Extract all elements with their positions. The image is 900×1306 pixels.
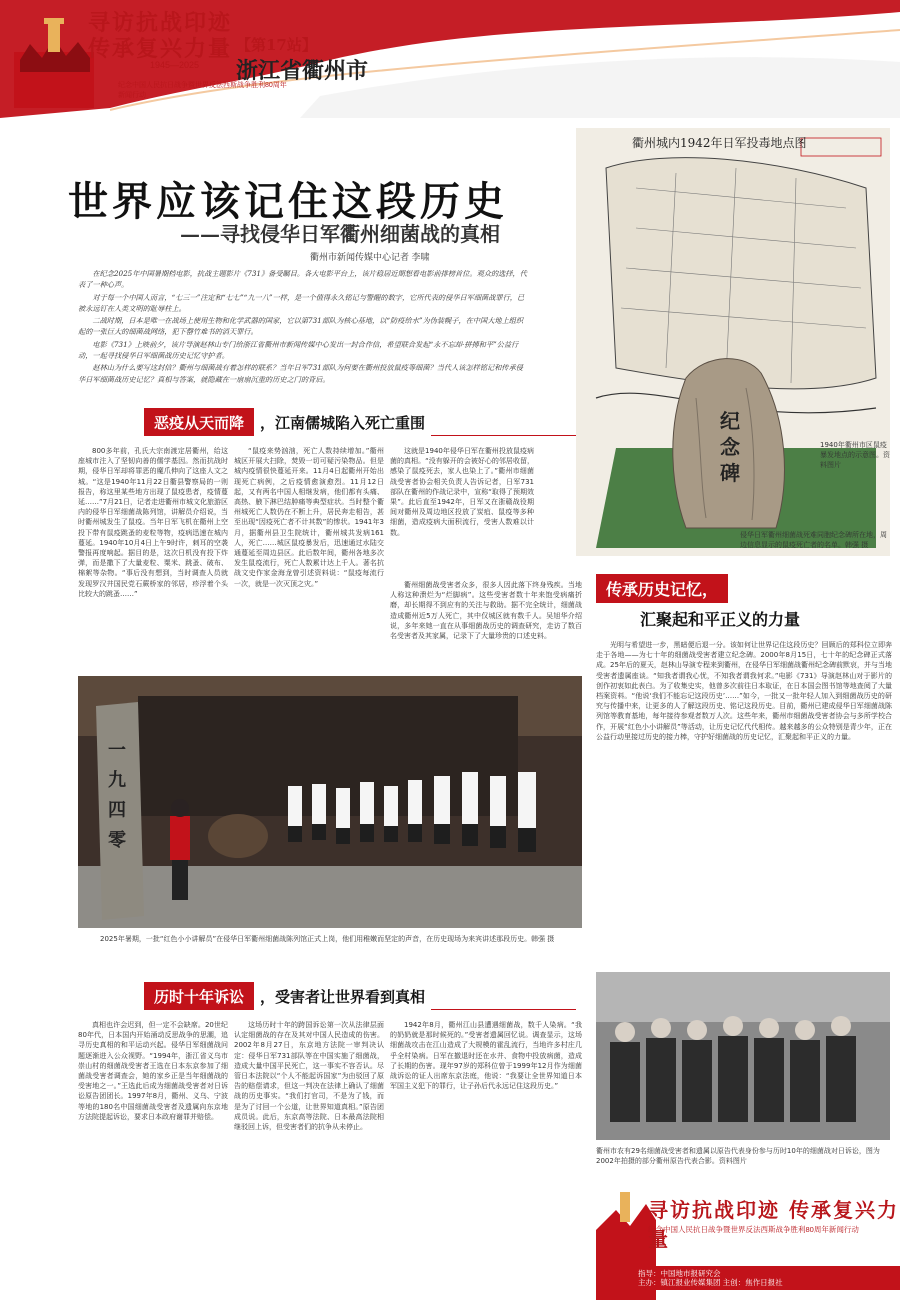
section-header-memory-1: 传承历史记忆， <box>596 574 728 603</box>
section-header-plague-rule <box>431 408 576 436</box>
column-1-text: 800多年前，孔氏大宗南渡定居衢州，给这座城市注入了坚韧向善的儒学基因。然而抗战时期，侵华日军却将罪恶的魔爪伸向了这座人文之城。“这是1940年11月22日衢县警察局的一则报告，称这里某些地方出现了鼠疫患者，疫情蔓延……”7月21日，记者走进衢州市城文化旅游区内的侵华日军细菌战陈列馆，讲解员介绍说，当时衢州城发生了鼠疫。当年日军飞机在衢州上空投下带有鼠疫跳蚤的麦粒等物，疫病迅速在城内蔓延。1940年10月4日上午9时许，刺耳的空袭警报再度响起。据目的是，这次日机没有投下炸弹，而是撒下了大量麦粒、粟米、跳蚤、破布、棉絮等杂物。“事后没有想到，当时调查人员就发现罗汉井国民党石蕨桥家的邻居，疹浮着个头比较大的跳蚤……” <box>78 447 228 598</box>
footer-subtitle: 纪念中国人民抗日战争暨世界反法西斯战争胜利80周年新闻行动 <box>648 1225 859 1234</box>
logo-subtitle: 纪念中国人民抗日战争暨世界反法西斯战争胜利80周年新闻行动 <box>118 82 287 99</box>
footer-title: 寻访抗战印迹 传承复兴力量 <box>648 1198 899 1251</box>
byline: 衢州市新闻传媒中心记者 李啸 <box>310 252 430 262</box>
lead-p4: 电影《731》上映前夕，该片导演赵林山专门给浙江省衢州市新闻传媒中心发出一封合作信，希望联合发起“永不忘却·拼搏和平”公益行动，一起寻找侵华日军细菌战历史记忆守护者。 <box>78 339 519 361</box>
lead-p3: 二战时期，日本是唯一在战场上使用生物和化学武器的国家，它以第731部队为核心基地，以“防疫给水”为伪装幌子，在中国大地上组织起的一张巨大的细菌战网络，犯下罄竹难书的滔天罪行。 <box>78 316 524 337</box>
map-monument-photo <box>576 128 890 556</box>
column-2-text: “鼠疫来势汹汹，死亡人数持续增加。”衢州城区开展大扫除，焚毁一切可疑污染物品。但是城内疫情很快蔓延开来。11月4日起衢州开始出现死亡病例，之后疫情愈演愈烈。11月12日起，又有两名中国人相继发病，他们都有头痛、高热、腋下淋巴结肿痛等典型症状。当时整个衢州城死亡人数仍在不断上升，居民奔走相告，甚至出现“因疫死亡者不计其数”的惨状。1941年3月，据衢州县卫生院统计，衢州城共发病161人，死亡……城区鼠疫暴发后，迅速通过水陆交通蔓延至周边县区。此后数年间，衢州各地多次发生鼠疫流行，死亡人数累计达上千人。著名抗战文史作家金海龙曾引述资料说：“鼠疫每流行一次，就是一次灭顶之灾。” <box>234 447 384 588</box>
footer-organizers <box>630 1266 900 1290</box>
monument-caption: 侵华日军衢州细菌战死难同胞纪念碑所在地，周边信息显示的鼠疫死亡者的名单。韩强 摄 <box>740 531 887 549</box>
top-banner <box>0 0 900 118</box>
section-header-lawsuit <box>144 982 576 1010</box>
column-2 <box>234 446 384 670</box>
column-3-text: 这就是1940年侵华日军在衢州投放鼠疫病菌的真相。“没有躲开的会被好心的邻居收留，感染了鼠疫死去，家人也染上了。”衢州市细菌战受害者协会相关负责人告诉记者，日军731部队在衢州的作战记录中，宣称“取得了预期效果”。此后直至1942年，日军又在浙赣战役期间对衢州及周边地区投放了炭疽、鼠疫等多种细菌，造成疫病大面积流行，受害人数难以计数。 <box>390 447 534 537</box>
stele-text: 一九四零 <box>108 740 126 851</box>
column-1 <box>78 446 228 670</box>
footer-host: 主办：镇江报业传媒集团 主创：焦作日报社 <box>638 1278 783 1287</box>
column-4 <box>390 580 582 670</box>
column-right-text: 光明与希望进一步，黑暗便后退一分。该如何让世界记住这段历史？回顾后的郑科位立即奔走于各地——为七十年的细菌战受害者建立纪念碑。2000年8月15日，七十年的纪念碑正式落成。25年后的夏天，赵林山导演专程来到衢州，在侵华日军细菌战衢州纪念碑前默哀，并与当地受害者遗属座谈。“知我者谓我心忧，不知我者谓我何求。”电影《731》导演赵林山对于影片的创作初衷如此表白。为了收集史实，他曾多次前往日本取证，在日本国会图书馆等地查阅了大量档案资料。“他说‘我们不能忘记这段历史’……”如今，一批又一批年轻人加入到细菌战历史的研究与传播中来，让更多的人了解这段历史、铭记这段历史。目前，衢州已建成侵华日军细菌战陈列馆等教育基地，每年接待参观者数万人次。这些年来，衢州市细菌战受害者协会与多所学校合作，开展“红色小小讲解员”等活动，让历史记忆代代相传。越来越多的公众特别是青少年，正在公益行动里接过历史的接力棒，守护好细菌战的历史记忆，汇聚起和平正义的力量。 <box>596 641 892 741</box>
column-5-text: 真相也许会迟到，但一定不会缺席。20世纪80年代，日本国内开始涌动反思战争的思潮，追寻历史真相的和平运动兴起。侵华日军细菌战问题逐渐进入公众视野。“1994年，浙江省义乌市崇山村的细菌战受害者王选在日本东京参加了细菌战受害者调查会，她的家乡正是当年细菌战的受害地之一。”王选此后成为细菌战受害者对日诉讼原告团团长。1997年8月，衢州、义乌、宁波等地的180名中国细菌战受害者及遗属向东京地方法院提起诉讼，要求日本政府谢罪并赔偿。 <box>78 1021 228 1121</box>
lead-p1: 在纪念2025年中国暑期档电影，抗战主题影片《731》备受瞩目。各大电影平台上，该片稳居近期想看电影前排榜首位。观众的选择，代表了一种心声。 <box>78 269 527 290</box>
column-6 <box>234 1020 384 1300</box>
page-headline: 世界应该记住这段历史 <box>68 178 508 225</box>
plaintiffs-group-photo <box>596 972 890 1140</box>
lead-p5: 赵林山为什么要写这封信？衢州与细菌战有着怎样的联系？当年日军731部队为何要在衢州投放鼠疫等细菌？当代人该怎样铭记和传承侵华日军细菌战历史记忆？真相与答案，就隐藏在一扇扇沉重的历史之门的背后。 <box>78 363 523 384</box>
footer-guide: 指导：中国地市报研究会 <box>638 1269 721 1278</box>
group-photo-illustration <box>596 972 890 1140</box>
section-header-lawsuit-rule <box>431 982 576 1010</box>
footer-logo <box>596 1186 900 1306</box>
section-header-memory-2: 汇聚起和平正义的力量 <box>640 610 801 629</box>
column-3 <box>390 446 534 537</box>
page-subheadline: ——寻找侵华日军衢州细菌战的真相 <box>180 222 500 246</box>
column-7-text: 1942年8月，衢州江山县遭遇细菌战，数千人染病。“我的奶奶就是那时候死的。”受害者遗属回忆说。调查显示，这场细菌战攻击在江山造成了大规模的霍乱流行，当地许多村庄几乎全村染病。日军在撤退时还在水井、食物中投放病菌，造成了长期的伤害。现年97岁的郑科位曾于1999年12月作为细菌战诉讼的证人出席东京法庭，他说：“我要让全世界知道日本军国主义犯下的罪行，让子孙后代永远记住这段历史。” <box>390 1021 582 1091</box>
map-illustration <box>576 128 890 556</box>
column-right <box>596 640 892 964</box>
section-header-lawsuit-red: 历时十年诉讼 <box>144 982 254 1010</box>
logo-title-1: 寻访抗战印迹 <box>88 10 233 36</box>
lead-p2: 对于每一个中国人而言，“七三一”注定和“七七”“九一八”一样，是一个值得永久铭记与警醒的数字，它所代表的侵华日军细菌战罪行，已被永远钉在人类文明的耻辱柱上。 <box>78 292 525 313</box>
city-name: 浙江省衢州市 <box>236 58 369 84</box>
column-7 <box>390 1020 582 1300</box>
group-caption: 衢州市农有29名细菌战受害者和遗属以原告代表身份参与历时10年的细菌战对日诉讼，图为2002年拍摄的部分衢州原告代表合影。资料图片 <box>596 1147 880 1165</box>
children-guides-photo <box>78 676 582 928</box>
logo-years: 1945—2025 <box>150 60 200 70</box>
children-caption: 2025年暑期，一批“红色小小讲解员”在侵华日军衢州细菌战陈列馆正式上岗，他们用稚嫩而坚定的声音，在历史现场为来宾讲述那段历史。韩强 摄 <box>100 935 555 943</box>
map-title: 衢州城内1942年日军投毒地点图 <box>632 136 807 150</box>
station-number: 【第17站】 <box>236 36 317 54</box>
children-photo-illustration <box>78 676 582 928</box>
section-header-plague-red: 恶疫从天而降 <box>144 408 254 436</box>
column-4-text: 衢州细菌战受害者众多，很多人因此落下终身残疾。当地人称这种溃烂为“烂脚病”。这些受害者数十年来饱受病痛折磨，却长期得不到应有的关注与救助。据不完全统计，细菌战造成衢州近5万人死亡，其中仅城区就有数千人。吴旭华介绍说，多年来她一直在从事细菌战历史的调查研究，走访了数百名受害者及其家属，记录下了大量珍贵的口述史料。 <box>390 581 582 641</box>
monument-text: 纪念碑 <box>720 409 740 485</box>
column-6-text: 这场历时十年的跨国诉讼第一次从法律层面认定细菌战的存在及其对中国人民造成的伤害。2002年8月27日，东京地方法院一审判决认定：侵华日军731部队等在中国实施了细菌战，造成大量中国平民死亡，这一事实不容否认。尽管日本法院以“个人不能起诉国家”为由驳回了原告的赔偿请求，但这一判决在法律上确认了细菌战的历史事实。“我们打官司，不是为了钱，而是为了讨回一个公道，让世界知道真相。”原告团成员说。此后，东京高等法院、日本最高法院相继驳回上诉，但受害者们的抗争从未停止。 <box>234 1021 384 1132</box>
column-5 <box>78 1020 228 1300</box>
section-header-plague-black: ，江南儒城陷入死亡重围 <box>260 413 426 432</box>
section-header-plague <box>144 408 576 436</box>
section-header-lawsuit-black: ，受害者让世界看到真相 <box>260 987 426 1006</box>
map-caption: 1940年衢州市区鼠疫暴发地点的示意图。资料图片 <box>820 441 890 469</box>
lead-paragraphs <box>78 268 528 386</box>
great-wall-icon <box>14 12 94 108</box>
section-header-memory <box>596 574 806 630</box>
logo-title-2: 传承复兴力量 <box>88 36 233 62</box>
